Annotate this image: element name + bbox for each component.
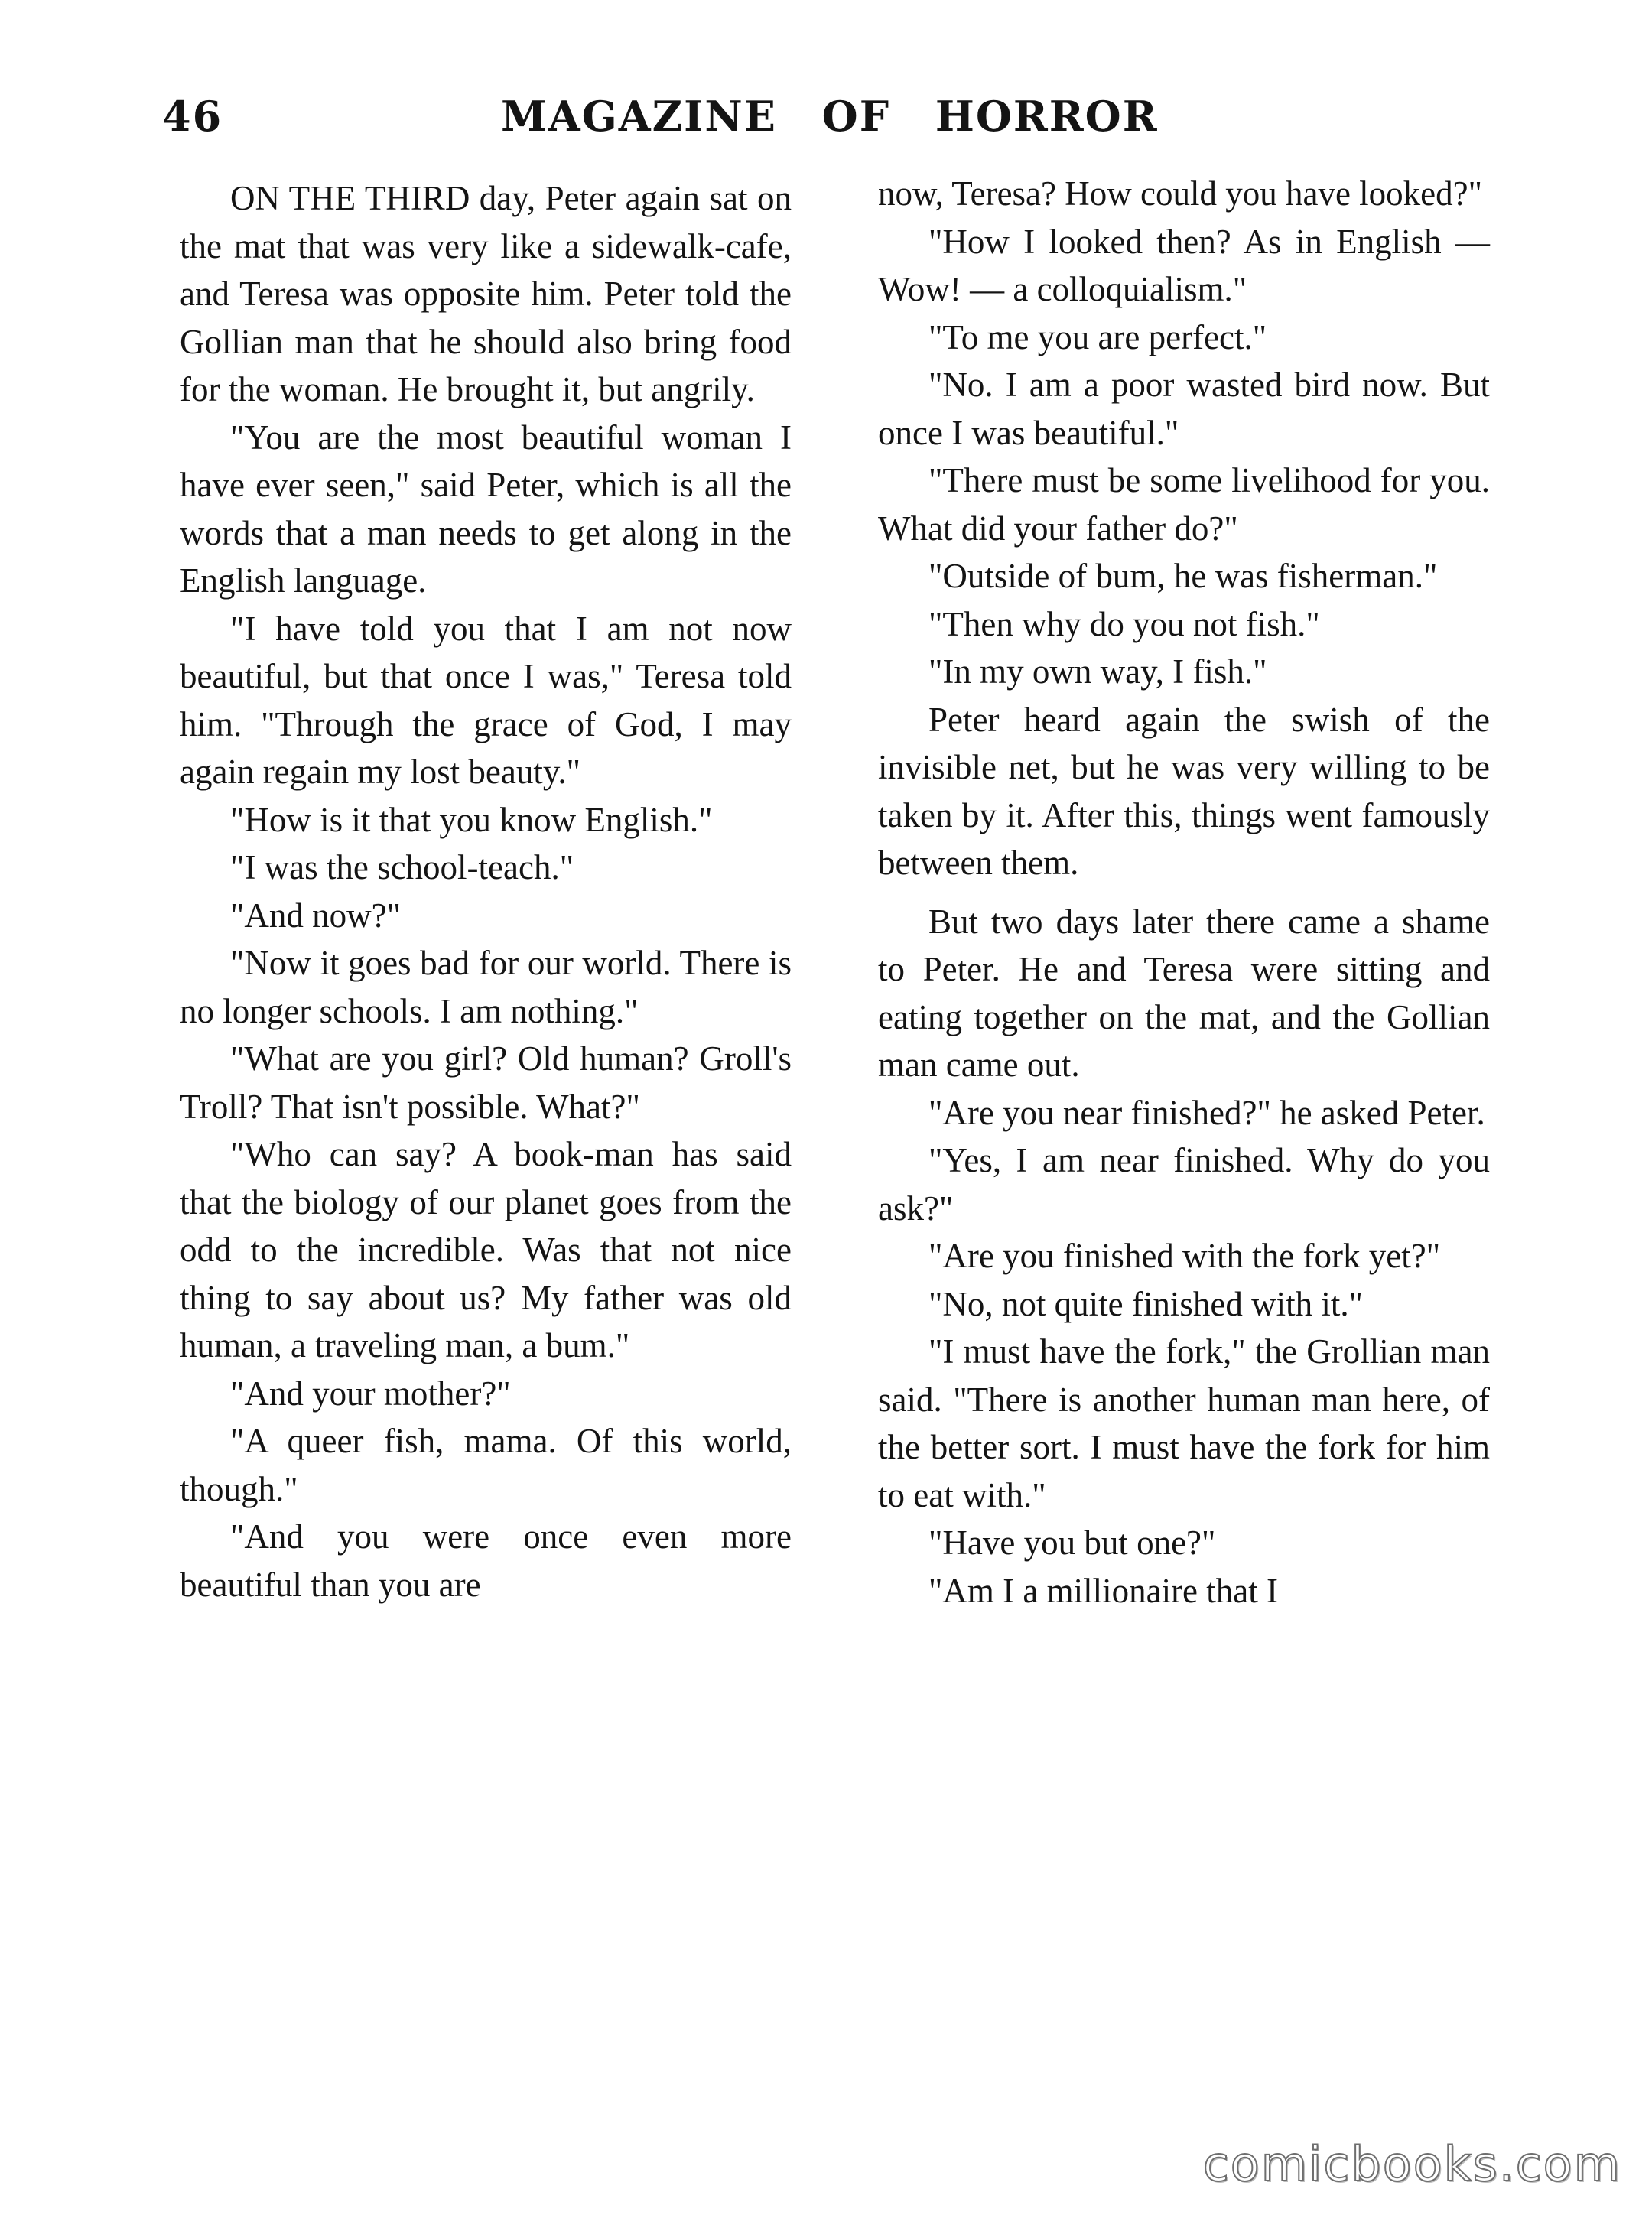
paragraph: "And you were once even more beautiful than you are: [180, 1517, 792, 1604]
paragraph: "Yes, I am near finished. Why do you ask?": [878, 1141, 1490, 1228]
paragraph: "Who can say? A book-man has said that the biology of our planet goes from the odd to the incredible. Was that not nice thing to say about us? My father was old human, a traveling man, a bum.": [180, 1135, 792, 1364]
paragraph: "Outside of bum, he was fisherman.": [928, 557, 1438, 595]
paragraph: "How is it that you know English.": [230, 800, 713, 839]
right-text-column: [878, 170, 1490, 1615]
paragraph: "Are you finished with the fork yet?": [928, 1237, 1441, 1275]
paragraph: "Am I a millionaire that I: [928, 1571, 1278, 1610]
paragraph: But two days later there came a shame to Peter. He and Teresa were sitting and eating together on the mat, and the Gollian man came out.: [878, 902, 1490, 1084]
paragraph: "And now?": [230, 896, 401, 935]
paragraph: "No, not quite finished with it.": [928, 1284, 1363, 1323]
paragraph-continued: now, Teresa? How could you have looked?": [878, 174, 1482, 213]
paragraph: "There must be some livelihood for you. What did your father do?": [878, 461, 1490, 548]
paragraph: "What are you girl? Old human? Groll's Troll? That isn't possible. What?": [180, 1039, 792, 1126]
watermark-logo: comicbooks.com: [1202, 2136, 1621, 2192]
paragraph: ON THE THIRD day, Peter again sat on the mat that was very like a sidewalk-cafe, and Teresa was opposite him. Peter told the Gollian man that he should also bring food for the woman. He brought it, but angrily.: [180, 179, 792, 408]
paragraph: "And your mother?": [230, 1374, 511, 1413]
paragraph: Peter heard again the swish of the invisible net, but he was very willing to be taken by it. After this, things went famously between them.: [878, 700, 1490, 882]
paragraph: "In my own way, I fish.": [928, 652, 1267, 691]
paragraph: "I was the school-teach.": [230, 848, 574, 886]
paragraph: "A queer fish, mama. Of this world, though.": [180, 1422, 792, 1508]
left-text-column: [180, 174, 792, 1608]
paragraph: "I must have the fork," the Grollian man said. "There is another human man here, of the better sort. I must have the fork for him to eat with.": [878, 1332, 1490, 1514]
paragraph: "Are you near finished?" he asked Peter.: [928, 1093, 1485, 1132]
paragraph: "You are the most beautiful woman I have ever seen," said Peter, which is all the words that a man needs to get along in the English language.: [180, 418, 792, 600]
paragraph: "How I looked then? As in English — Wow! — a colloquialism.": [878, 222, 1490, 308]
paragraph: "Have you but one?": [928, 1524, 1216, 1562]
paragraph: "Then why do you not fish.": [928, 604, 1320, 643]
paragraph: "Now it goes bad for our world. There is no longer schools. I am nothing.": [180, 944, 792, 1030]
page-header: [0, 86, 1652, 154]
page-number: 46: [162, 92, 223, 141]
paragraph: "No. I am a poor wasted bird now. But once I was beautiful.": [878, 366, 1490, 452]
paragraph: "To me you are perfect.": [928, 317, 1267, 356]
running-title: MAGAZINE OF HORROR: [501, 92, 1159, 141]
paragraph: "I have told you that I am not now beautiful, but that once I was," Teresa told him. "Through the grace of God, I may again regain my lost beauty.": [180, 609, 792, 791]
